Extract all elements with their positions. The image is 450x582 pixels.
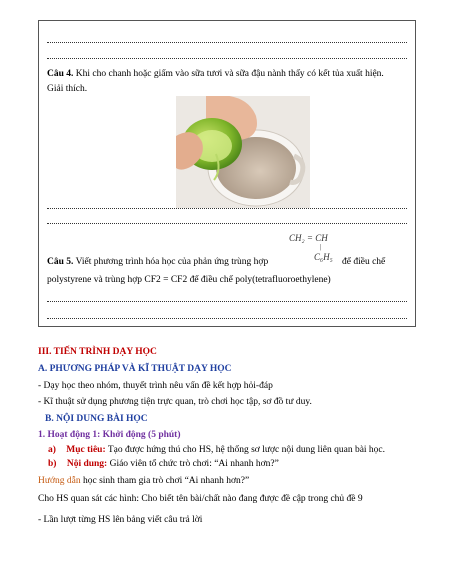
content-label: Nội dung: <box>66 459 108 469</box>
question-5 <box>47 256 268 268</box>
objective-label: Mục tiêu: <box>66 445 106 455</box>
formula-bottom: C₆H₅ <box>314 252 333 262</box>
section-a-line2: - Kĩ thuật sử dụng phương tiện trực quan, trò chơi học tập, sơ đồ tư duy. <box>38 397 312 407</box>
question-4-text-cont: Giải thích. <box>47 84 88 94</box>
objective-line <box>48 444 385 456</box>
guide-line <box>38 475 249 487</box>
question-box <box>38 20 416 327</box>
question-4-label: Câu 4. <box>47 69 74 79</box>
answer-line <box>47 318 407 319</box>
formula-top: CH₂ = CH <box>289 233 328 243</box>
turns-line: - Lần lượt từng HS lên bảng viết câu trả lời <box>38 515 203 525</box>
objective-marker: a) <box>48 445 56 455</box>
activity-1-heading: 1. Hoạt động 1: Khởi động (5 phút) <box>38 430 181 440</box>
lime-milk-photo <box>176 96 310 208</box>
question-5-label: Câu 5. <box>47 257 74 267</box>
question-4 <box>47 68 384 80</box>
answer-line <box>47 58 407 59</box>
question-5-line2: polystyrene và trùng hợp CF2 = CF2 để điều chế poly(tetrafluoroethylene) <box>47 275 331 285</box>
content-line <box>48 458 279 470</box>
formula-bond: | <box>320 243 322 251</box>
section-a-heading: A. PHƯƠNG PHÁP VÀ KĨ THUẬT DẠY HỌC <box>38 364 232 374</box>
objective-text: Tạo được hứng thú cho HS, hệ thống sơ lược nội dung liên quan bài học. <box>105 445 386 455</box>
content-text: Giáo viên tổ chức trò chơi: “Ai nhanh hơn?” <box>107 459 279 469</box>
section-b-heading: B. NỘI DUNG BÀI HỌC <box>45 414 148 424</box>
answer-line <box>47 301 407 302</box>
question-4-text: Khi cho chanh hoặc giấm vào sữa tươi và sữa đậu nành thấy có kết tủa xuất hiện. <box>73 69 384 79</box>
question-5-tail: để điều chế <box>342 257 386 267</box>
answer-line <box>47 208 407 209</box>
section-a-line1: - Dạy học theo nhóm, thuyết trình nêu vấn đề kết hợp hỏi-đáp <box>38 381 273 391</box>
observe-line: Cho HS quan sát các hình: Cho biết tên bài/chất nào đang được đề cập trong chủ đề 9 <box>38 494 363 504</box>
guide-label: Hướng dẫn <box>38 476 81 486</box>
section-title: III. TIẾN TRÌNH DẠY HỌC <box>38 347 157 357</box>
content-marker: b) <box>48 459 57 469</box>
question-5-text: Viết phương trình hóa học của phản ứng trùng hợp <box>73 257 269 267</box>
guide-text: học sinh tham gia trò chơi “Ai nhanh hơn?” <box>80 476 250 486</box>
answer-line <box>47 223 407 224</box>
lime-squeeze-illustration <box>176 96 310 208</box>
answer-line <box>47 42 407 43</box>
